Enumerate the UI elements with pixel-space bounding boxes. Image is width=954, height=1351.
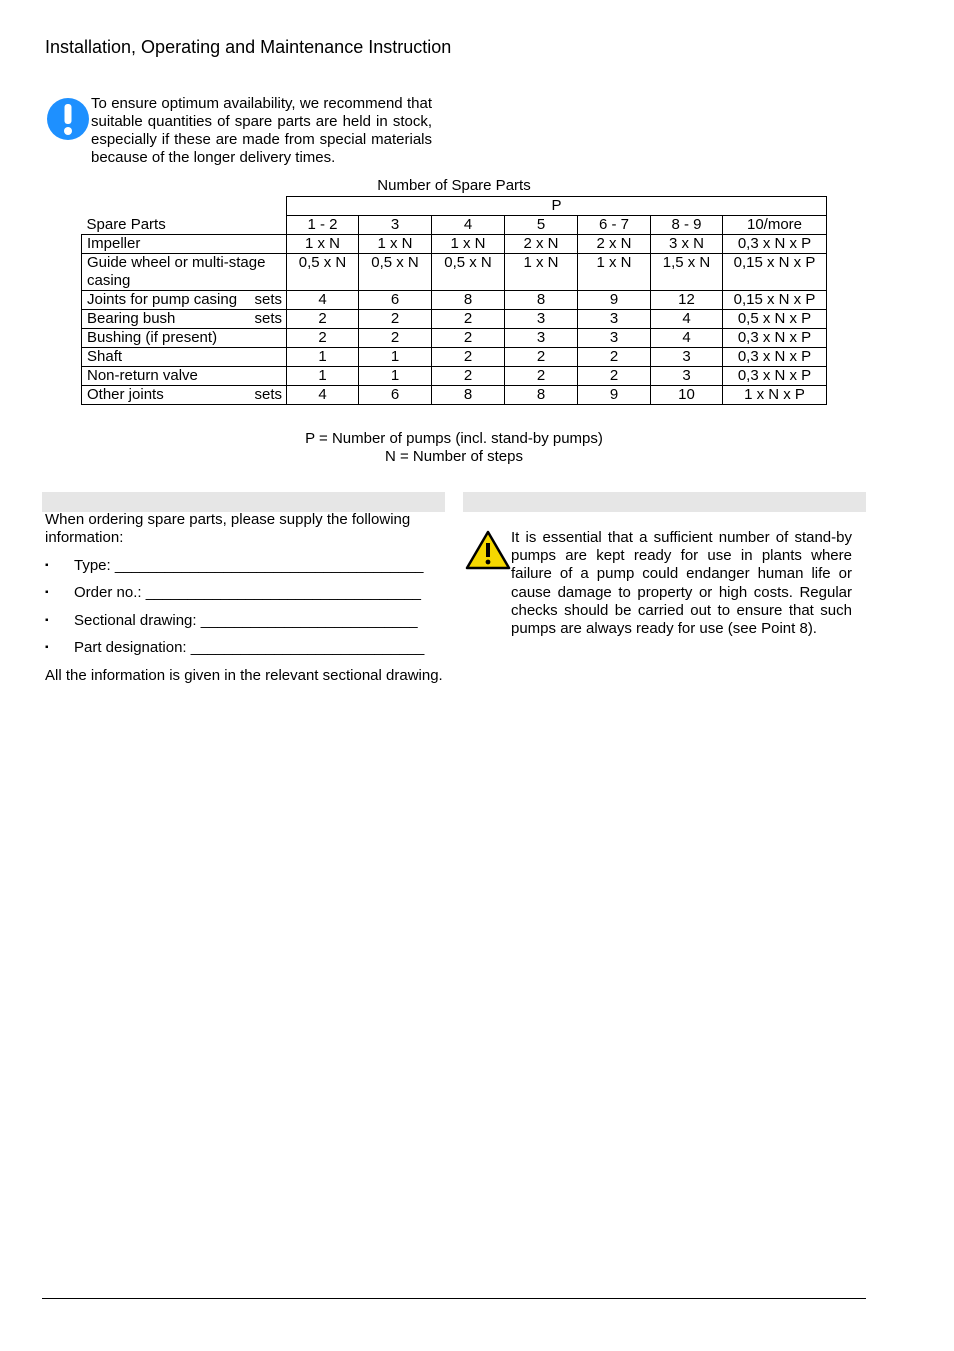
value-cell: 8 [432,291,505,310]
value-cell: 10 [651,386,723,405]
value-cell: 3 [505,329,578,348]
table-row [82,367,827,386]
footer-rule [42,1298,866,1299]
value-cell: 4 [287,386,359,405]
part-name-cell [82,291,287,310]
note-n: N = Number of steps [385,448,523,465]
col-header: 5 [505,216,578,235]
value-cell: 2 [359,310,432,329]
bullet-icon: ▪ [45,615,49,627]
value-cell: 3 [651,348,723,367]
value-cell: 8 [505,291,578,310]
part-name-cell [82,329,287,348]
value-cell: 1 x N x P [723,386,827,405]
order-item-type [45,557,443,575]
section-bar-standby [463,492,866,512]
value-cell: 4 [651,310,723,329]
value-cell: 1 x N [432,235,505,254]
value-cell: 1 [359,367,432,386]
note-p: P = Number of pumps (incl. stand-by pumps) [305,430,603,447]
part-name-cell [82,367,287,386]
value-cell: 3 [578,329,651,348]
table-body [82,235,827,405]
value-cell: 8 [432,386,505,405]
part-name: Bushing (if present) [87,329,218,346]
value-cell: 2 [432,367,505,386]
order-item-label: Type: [74,557,115,574]
order-item-part-designation [45,639,443,657]
table-caption: Number of Spare Parts [377,177,531,194]
value-cell: 2 [505,367,578,386]
value-cell: 1,5 x N [651,254,723,291]
order-item-label: Part designation: [74,639,191,656]
part-name-cell [82,348,287,367]
p-header: P [287,197,827,216]
value-cell: 1 [359,348,432,367]
value-cell: 3 [505,310,578,329]
value-cell: 9 [578,291,651,310]
ordering-intro: When ordering spare parts, please supply the following information: [45,511,411,546]
part-name-cell [82,386,287,405]
value-cell: 0,15 x N x P [723,291,827,310]
part-name: Bearing bush [87,310,176,327]
value-cell: 0,5 x N [287,254,359,291]
bullet-icon: ▪ [45,642,49,654]
value-cell: 2 [432,348,505,367]
part-name-cell [82,235,287,254]
bullet-icon: ▪ [45,560,49,572]
value-cell: 2 [432,329,505,348]
exclamation-info-icon [45,96,91,142]
part-name-cell [82,310,287,329]
part-name: Shaft [87,348,123,365]
value-cell: 1 [287,348,359,367]
row-header: Spare Parts [82,216,287,235]
warning-text: It is essential that a sufficient number of stand-by pumps are kept ready for use in plants where failure of a pump could endanger human life or cause damage to property or high costs. Regular checks should be carried out to ensure that such pumps are always ready for use (see Point 8). [511,529,852,638]
value-cell: 3 x N [651,235,723,254]
value-cell: 2 [287,310,359,329]
order-item-sectional-drawing [45,612,443,630]
spare-parts-table [81,196,827,405]
part-name: Guide wheel or multi-stage casing [87,254,266,289]
order-item-label: Order no.: [74,584,146,601]
value-cell: 2 x N [505,235,578,254]
value-cell: 0,5 x N [359,254,432,291]
ordering-footer: All the information is given in the relevant sectional drawing. [45,667,443,684]
part-suffix: sets [254,386,282,403]
value-cell: 1 [287,367,359,386]
part-name: Other joints [87,386,164,403]
value-cell: 2 [432,310,505,329]
col-header: 10/more [723,216,827,235]
value-cell: 0,3 x N x P [723,367,827,386]
table-row [82,310,827,329]
value-cell: 0,3 x N x P [723,329,827,348]
col-header: 8 - 9 [651,216,723,235]
info-note-text: To ensure optimum availability, we recommend that suitable quantities of spare parts are held in stock, especially if these are made from special materials because of the longer delivery times. [91,95,432,166]
col-header: 1 - 2 [287,216,359,235]
col-header: 4 [432,216,505,235]
value-cell: 2 [505,348,578,367]
value-cell: 12 [651,291,723,310]
value-cell: 0,15 x N x P [723,254,827,291]
col-header: 6 - 7 [578,216,651,235]
value-cell: 2 [578,348,651,367]
table-row [82,235,827,254]
value-cell: 6 [359,291,432,310]
value-cell: 6 [359,386,432,405]
part-suffix: sets [254,291,282,308]
order-item-blank: _____________________________________ [114,557,424,574]
value-cell: 1 x N [578,254,651,291]
order-item-label: Sectional drawing: [74,612,201,629]
value-cell: 1 x N [359,235,432,254]
value-cell: 2 x N [578,235,651,254]
value-cell: 2 [287,329,359,348]
part-name-cell [82,254,287,291]
page-header-title: Installation, Operating and Maintenance Instruction [45,37,452,57]
table-row [82,291,827,310]
part-name: Joints for pump casing [87,291,238,308]
value-cell: 4 [287,291,359,310]
value-cell: 0,5 x N [432,254,505,291]
value-cell: 0,3 x N x P [723,235,827,254]
order-item-blank: __________________________ [200,612,418,629]
order-item-blank: _________________________________ [145,584,421,601]
value-cell: 4 [651,329,723,348]
value-cell: 1 x N [505,254,578,291]
part-name: Impeller [87,235,141,252]
table-row [82,254,827,291]
value-cell: 2 [359,329,432,348]
warning-triangle-icon [465,530,511,570]
value-cell: 2 [578,367,651,386]
value-cell: 0,5 x N x P [723,310,827,329]
table-row [82,348,827,367]
value-cell: 3 [578,310,651,329]
section-bar-ordering [42,492,445,512]
value-cell: 0,3 x N x P [723,348,827,367]
part-suffix: sets [254,310,282,327]
col-header: 3 [359,216,432,235]
value-cell: 9 [578,386,651,405]
order-item-blank: ____________________________ [190,639,425,656]
part-name: Non-return valve [87,367,198,384]
table-row [82,329,827,348]
value-cell: 8 [505,386,578,405]
value-cell: 1 x N [287,235,359,254]
table-row [82,386,827,405]
value-cell: 3 [651,367,723,386]
order-item-order-no [45,584,443,602]
bullet-icon: ▪ [45,587,49,599]
